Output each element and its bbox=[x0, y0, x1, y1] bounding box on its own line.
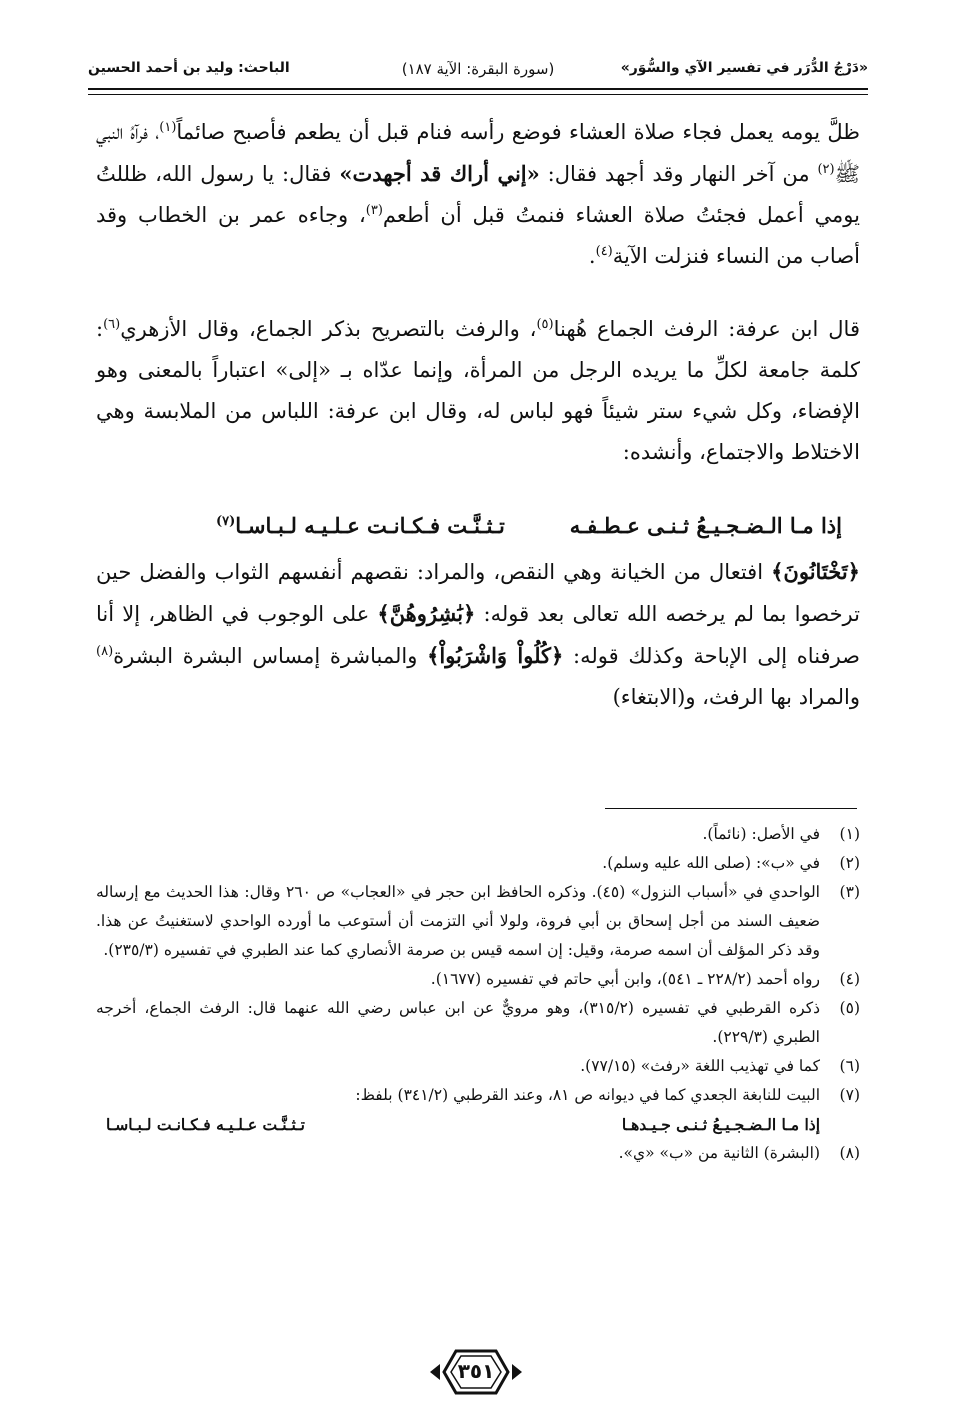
poetry-verse bbox=[96, 501, 860, 551]
footnote-3 bbox=[96, 878, 860, 965]
main-text bbox=[96, 112, 860, 718]
header-author: الباحث: وليد بن أحمد الحسين bbox=[88, 60, 290, 76]
header-rule-thin bbox=[88, 94, 868, 95]
footnote-text: في «ب»: (صلى الله عليه وسلم). bbox=[602, 854, 820, 872]
header-rule-thick bbox=[88, 88, 868, 90]
footnote-verse-first: إذا مـا الـضـجـيـعُ ثـنـى جـيـدهـا bbox=[621, 1115, 820, 1134]
footnote-text: في الأصل: (نائماً). bbox=[702, 825, 820, 843]
text-run: ، وجاءه عمر بن الخطاب وقد أصاب من النساء فنزلت الآية bbox=[96, 203, 860, 268]
footnote-ref-6[interactable]: (٦) bbox=[103, 317, 121, 332]
footnote-text: الواحدي في «أسباب النزول» (٤٥). وذكره الحافظ ابن حجر في «العجاب» ص ٢٦٠ وقال: هذا الحديث مع إرساله ضعيف السند من أجل إسحاق بن أبي فروة، ولولا أني التزمت أن أستوعب ما أورده الواحدي لاستغنيتُ عن هذا. وقد ذكر المؤلف أن اسمه صرمة، وقيل: إن اسمه قيس بن صرمة الأنصاري كما عند الطبري في تفسيره (٢٣٥/٣). bbox=[96, 883, 820, 959]
footnote-ref-8[interactable]: (٨) bbox=[96, 644, 114, 659]
text-run: على الوجوب في الظاهر، إلا أنا صرفناه إلى الإباحة وكذلك قوله: bbox=[96, 602, 860, 668]
footnote-7 bbox=[96, 1081, 860, 1110]
text-run: والمراد بها الرفث، و(الابتغاء) bbox=[612, 685, 860, 709]
footnote-number: (٦) bbox=[839, 1057, 860, 1075]
running-header bbox=[88, 52, 868, 82]
paragraph-2 bbox=[96, 309, 860, 473]
header-surah-ref: (سورة البقرة: الآية ١٨٧) bbox=[401, 60, 555, 78]
footnote-5 bbox=[96, 994, 860, 1052]
text-run: ظلَّ يومه يعمل فجاء صلاة العشاء فوضع رأسه فنام قبل أن يطعم فأصبح صائماً bbox=[176, 120, 860, 144]
quran-word-bashiruhunna: ﴿بَٰشِرُوهُنَّ﴾ bbox=[377, 601, 476, 626]
footnote-separator bbox=[605, 808, 857, 809]
page-number: ٣٥١ bbox=[457, 1359, 495, 1383]
text-run: ، والرفث بالتصريح بذكر الجماع، وقال الأزهري bbox=[120, 317, 537, 341]
footnote-text: رواه أحمد (٢٢٨/٢ ـ ٥٤١)، وابن أبي حاتم في تفسيره (١٦٧٧). bbox=[430, 970, 820, 988]
text-run: من آخر النهار وقد أجهد فقال: bbox=[539, 162, 818, 186]
footnote-text: البيت للنابغة الجعدي كما في ديوانه ص ٨١، وعند القرطبي (٣٤١/٢) بلفظ: bbox=[355, 1086, 820, 1104]
quran-words-kulu-washrabu: ﴿كُلُواْ وَاشْرَبُواْ﴾ bbox=[427, 643, 564, 668]
footnote-number: (٨) bbox=[839, 1144, 860, 1162]
footnote-number: (٤) bbox=[839, 970, 860, 988]
footnote-1 bbox=[96, 820, 860, 849]
page-number-ornament bbox=[426, 1347, 526, 1397]
footnote-text: ذكره القرطبي في تفسيره (٣١٥/٢)، وهو مرويٌّ عن ابن عباس رضي الله عنهما قال: الرفث الجماع، أخرجه الطبري (٢٢٩/٣). bbox=[96, 999, 820, 1046]
text-run: والمباشرة إمساس البشرة البشرة bbox=[113, 644, 428, 668]
text-run: ، فرآهُ النبي ﷺ bbox=[96, 120, 860, 186]
footnotes bbox=[96, 820, 860, 1168]
footnote-number: (٧) bbox=[839, 1086, 860, 1104]
footnote-8 bbox=[96, 1139, 860, 1168]
footnote-ref-2[interactable]: (٢) bbox=[817, 162, 835, 177]
header-book-title: «دَرْجُ الدُّرَر في تفسير الآي والسُّوَر» bbox=[620, 60, 868, 76]
paragraph-3 bbox=[96, 551, 860, 718]
footnote-ref-7[interactable]: (٧) bbox=[216, 514, 236, 529]
quran-word-takhtanun: ﴿تَخْتَانُونَ﴾ bbox=[771, 559, 860, 584]
footnote-number: (٣) bbox=[839, 883, 860, 901]
footnote-2 bbox=[96, 849, 860, 878]
footnote-number: (٥) bbox=[839, 999, 860, 1017]
footnote-6 bbox=[96, 1052, 860, 1081]
footnote-ref-4[interactable]: (٤) bbox=[595, 244, 613, 259]
text-run: . bbox=[588, 244, 596, 268]
footnote-verse-second: تـثـنَّـت عـلـيـه فـكـانـت لـبـاسـا bbox=[106, 1115, 305, 1134]
verse-text: تـثـنَّـت فـكـانـت عـلـيـه لـبـاسـا bbox=[235, 513, 505, 538]
footnote-ref-3[interactable]: (٣) bbox=[365, 203, 383, 218]
footnote-text: (البشرة) الثانية من «ب» «ي». bbox=[618, 1144, 820, 1162]
footnote-text: كما في تهذيب اللغة «رفث» (٧٧/١٥). bbox=[580, 1057, 820, 1075]
text-run: فقال: يا رسول الله، ظللتُ يومي أعمل فجئتُ صلاة العشاء فنمتُ قبل أن أطعم bbox=[96, 162, 860, 227]
text-run: افتعال من الخيانة وهي النقص، والمراد: نقصهم أنفسهم الثواب والفضل حين ترخصوا بما لم يرخصه الله تعالى بعد قوله: bbox=[96, 560, 860, 626]
footnote-verse bbox=[96, 1110, 860, 1139]
footnote-ref-1[interactable]: (١) bbox=[159, 120, 177, 135]
hadith-quote: «إني أراك قد أجهدت» bbox=[339, 161, 540, 186]
footnote-ref-5[interactable]: (٥) bbox=[536, 317, 554, 332]
footnote-number: (٢) bbox=[839, 854, 860, 872]
footnote-number: (١) bbox=[839, 825, 860, 843]
footnote-4 bbox=[96, 965, 860, 994]
verse-first-hemistich: إذا مـا الـضـجـيـعُ ثـنـى عـطـفـه bbox=[569, 513, 842, 538]
verse-second-hemistich bbox=[216, 501, 505, 551]
text-run: : كلمة جامعة لكلِّ ما يريده الرجل من المرأة، وإنما عدّاه بـ «إلى» اعتباراً بالمعنى وهو الإفضاء، وكل شيء ستر شيئاً فهو لباس له، وقال ابن عرفة: اللباس من الملابسة وهي الاختلاط والاجتماع، وأنشده: bbox=[96, 317, 860, 464]
text-run: قال ابن عرفة: الرفث الجماع هُهنا bbox=[553, 317, 860, 341]
paragraph-1 bbox=[96, 112, 860, 277]
